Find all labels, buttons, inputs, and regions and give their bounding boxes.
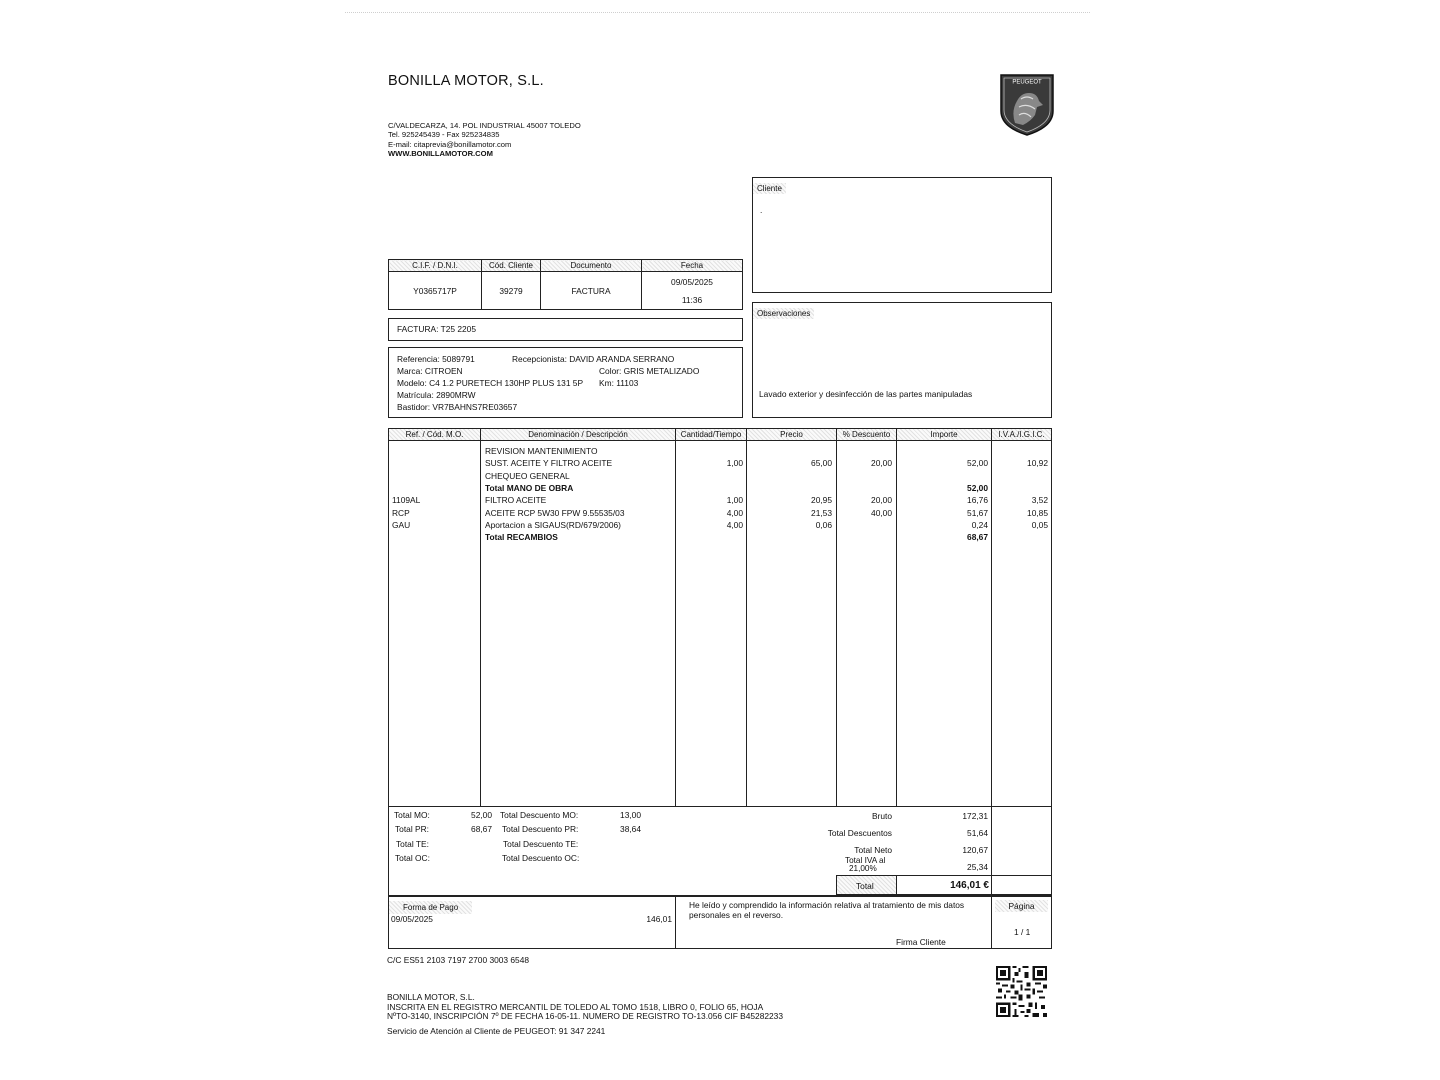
line-price: 65,00 [811,458,832,469]
cif-value: Y0365717P [389,272,482,310]
total-label: Total [856,881,874,891]
header-date: Fecha [642,260,743,272]
net-value: 120,67 [962,845,988,855]
company-contact [388,121,581,158]
company-name: BONILLA MOTOR, S.L. [388,73,544,89]
vat-label [845,857,885,873]
total-label-box [836,875,897,895]
header-document: Documento [541,260,642,272]
totals-divider [388,806,1052,807]
footer-registry-1: INSCRITA EN EL REGISTRO MERCANTIL DE TOLEDO AL TOMO 1518, LIBRO 0, FOLIO 65, HOJA [387,1002,764,1012]
client-box [752,177,1052,293]
document-value: FACTURA [541,272,642,310]
vehicle-receptionist: Recepcionista: DAVID ARANDA SERRANO [512,354,675,364]
col-divider [991,428,992,806]
date-value: 09/05/2025 [671,276,713,287]
total-mo-label: Total MO: [394,810,430,820]
vat-label-line2: 21,00% [849,864,877,873]
company-web: WWW.BONILLAMOTOR.COM [388,148,493,158]
payment-amount: 146,01 [646,914,672,924]
privacy-box [675,896,992,949]
line-description: Total MANO DE OBRA [485,482,574,493]
col-description: Denominación / Descripción [528,430,628,439]
discounts-label: Total Descuentos [827,828,892,838]
col-divider [480,428,481,806]
total-oc-label: Total OC: [395,853,430,863]
line-amount: 16,76 [967,495,988,506]
line-vat: 10,92 [1027,458,1048,469]
line-amount: 51,67 [967,507,988,518]
col-amount: Importe [930,430,958,439]
line-amount: 68,67 [967,532,988,543]
payment-date: 09/05/2025 [391,914,433,924]
vehicle-box [388,347,743,418]
page-box [991,896,1052,949]
payment-label: Forma de Pago [389,901,472,914]
col-divider [675,428,676,806]
line-price: 20,95 [811,495,832,506]
vat-label-line1: Total IVA al [845,856,886,865]
total-mo-value: 52,00 [471,810,492,820]
line-description: FILTRO ACEITE [485,495,547,506]
line-discount: 20,00 [871,495,892,506]
line-quantity: 4,00 [726,519,743,530]
total-value: 146,01 € [950,880,989,891]
footer-service: Servicio de Atención al Cliente de PEUGEOT: 91 347 2241 [387,1026,606,1036]
bruto-value: 172,31 [962,811,988,821]
observations-box [752,302,1052,418]
col-divider [836,428,837,806]
line-vat: 3,52 [1031,495,1048,506]
vehicle-plate: Matrícula: 2890MRW [397,390,476,400]
total-disc-mo-value: 13,00 [620,810,641,820]
col-divider [746,428,747,806]
line-vat: 10,85 [1027,507,1048,518]
line-description: Aportacion a SIGAUS(RD/679/2006) [485,519,621,530]
line-quantity: 1,00 [726,495,743,506]
time-value: 11:36 [681,294,703,305]
peugeot-logo [997,71,1057,137]
vehicle-km: Km: 11103 [599,378,639,388]
header-cif: C.I.F. / D.N.I. [389,260,482,272]
total-te-label: Total TE: [396,839,429,849]
payment-box [388,896,676,949]
page-label: Página [995,900,1048,912]
col-discount: % Descuento [842,430,891,439]
col-vat: I.V.A./I.G.I.C. [998,430,1045,439]
bruto-label: Bruto [871,811,892,821]
line-ref: GAU [392,519,411,530]
line-discount: 20,00 [871,458,892,469]
company-address: C/VALDECARZA, 14. POL INDUSTRIAL 45007 TOLEDO [388,121,581,130]
col-quantity: Cantidad/Tiempo [680,430,742,439]
document-header-table [388,259,743,310]
observations-label: Observaciones [753,308,814,319]
vehicle-color: Color: GRIS METALIZADO [599,366,700,376]
col-ref: Ref. / Cód. M.O. [405,430,464,439]
footer-company: BONILLA MOTOR, S.L. [387,992,475,1002]
line-price: 0,06 [815,519,832,530]
line-quantity: 4,00 [726,507,743,518]
line-amount: 52,00 [967,458,988,469]
total-disc-pr-label: Total Descuento PR: [502,824,579,834]
line-description: SUST. ACEITE Y FILTRO ACEITE [485,458,613,469]
col-price: Precio [780,430,803,439]
total-disc-mo-label: Total Descuento MO: [500,810,579,820]
line-vat: 0,05 [1031,519,1048,530]
client-code-value: 39279 [482,272,541,310]
invoice-number: FACTURA: T25 2205 [397,324,476,334]
total-disc-oc-label: Total Descuento OC: [502,853,580,863]
line-amount: 52,00 [967,482,988,493]
privacy-line1: He leído y comprendido la información relativa al tratamiento de mis datos [689,900,965,910]
line-description: REVISION MANTENIMIENTO [485,446,598,456]
discounts-value: 51,64 [967,828,988,838]
qr-code [996,966,1047,1017]
line-description: Total RECAMBIOS [485,532,558,543]
vat-value: 25,34 [967,862,988,872]
total-disc-pr-value: 38,64 [620,824,641,834]
observations-text: Lavado exterior y desinfección de las partes manipuladas [759,389,973,399]
line-amount: 0,24 [971,519,988,530]
logo-text: PEUGEOT [1012,79,1042,86]
net-label: Total Neto [854,845,892,855]
page-value: 1 / 1 [1014,927,1031,937]
client-label: Cliente [753,183,786,194]
privacy-line2: personales en el reverso. [689,910,784,920]
total-value-box [896,875,1052,895]
line-description: CHEQUEO GENERAL [485,470,570,481]
footer-registry-2: NºTO-3140, INSCRIPCIÓN 7º DE FECHA 16-05-11. NUMERO DE REGISTRO TO-13.056 CIF B45282233 [387,1011,784,1021]
line-quantity: 1,00 [726,458,743,469]
total-disc-te-label: Total Descuento TE: [503,839,579,849]
line-price: 21,53 [811,507,832,518]
vehicle-reference: Referencia: 5089791 [397,354,475,364]
header-client-code: Cód. Cliente [482,260,541,272]
client-value: . [760,205,763,215]
line-ref: RCP [392,507,410,518]
company-phone: Tel. 925245439 - Fax 925234835 [388,130,500,140]
signature-label: Firma Cliente [896,937,946,947]
date-cell [642,272,743,310]
invoice-number-box [388,318,743,341]
vehicle-vin: Bastidor: VR7BAHNS7RE03657 [397,402,518,412]
header-underline [388,440,1052,441]
total-pr-value: 68,67 [471,824,492,834]
bank-account: C/C ES51 2103 7197 2700 3003 6548 [387,955,530,965]
line-description: ACEITE RCP 5W30 FPW 9.55535/03 [485,507,625,518]
vehicle-model: Modelo: C4 1.2 PURETECH 130HP PLUS 131 5P [397,378,584,388]
total-pr-label: Total PR: [395,824,429,834]
vehicle-brand: Marca: CITROEN [397,366,463,376]
line-ref: 1109AL [392,495,421,506]
line-discount: 40,00 [871,507,892,518]
company-email: E-mail: citaprevia@bonillamotor.com [388,139,512,149]
top-divider [345,12,1090,13]
